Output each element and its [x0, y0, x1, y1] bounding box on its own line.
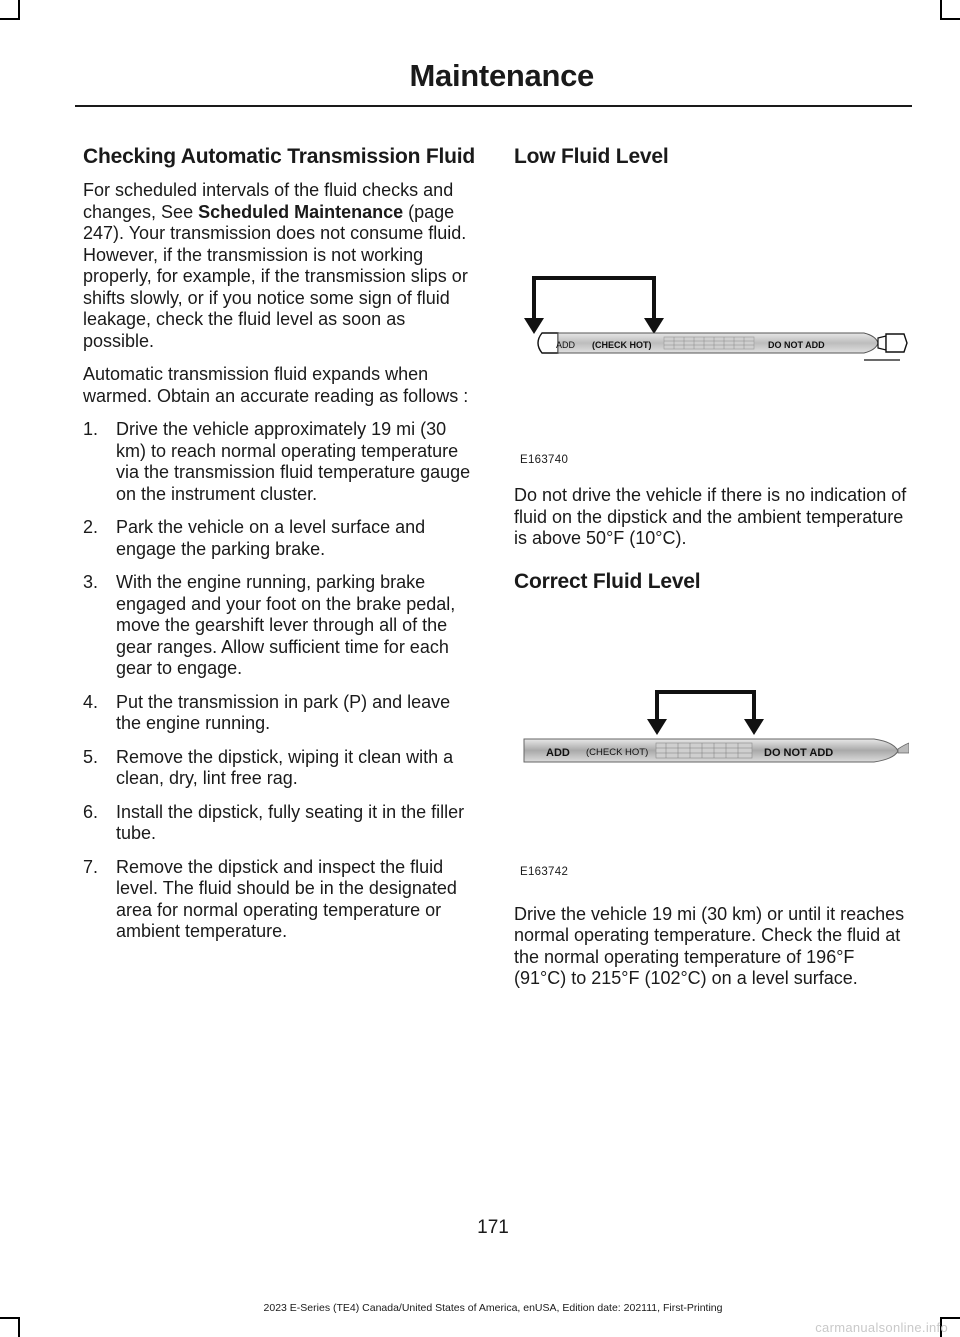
dipstick-low-illustration: [514, 168, 909, 461]
step-text: Drive the vehicle approximately 19 mi (30 km) to reach normal operating temperature via the transmission fluid temperature gauge on the instrument cluster.: [116, 419, 471, 504]
arrow-head: [644, 318, 664, 334]
correct-fluid-heading: Correct Fluid Level: [514, 569, 701, 593]
crop-mark: [18, 0, 20, 20]
step-number: 4.: [83, 691, 99, 712]
intro-text: For scheduled intervals of the fluid checks and changes, See: [83, 180, 454, 222]
low-fluid-text: Do not drive the vehicle if there is no indication of fluid on the dipstick and the ambient temperature is above 50°F (10°C).: [514, 485, 907, 548]
dipstick-do-not-add-label: DO NOT ADD: [764, 746, 834, 759]
crop-mark: [940, 1317, 960, 1319]
left-column: [83, 145, 478, 955]
correct-fluid-text: Drive the vehicle 19 mi (30 km) or until it reaches normal operating temperature. Check the fluid at the normal operating temperature of 196°F (91°C) to 215°F (102°C) on a level surface.: [514, 903, 905, 988]
arrow-head: [524, 318, 544, 334]
list-item: [83, 572, 478, 680]
crop-mark: [0, 18, 20, 20]
dipstick-check-hot-label: (CHECK HOT): [592, 340, 652, 350]
watermark: carmanualsonline.info: [815, 1320, 948, 1335]
intro-text-cont: (page 247). Your transmission does not consume fluid. However, if the transmission is not working properly, for example, if the transmission slips or shifts slowly, or if you notice some sign of fluid leakage, check the fluid level as soon as possible.: [83, 201, 468, 351]
step-number: 3.: [83, 572, 99, 592]
page-number: 171: [477, 1217, 509, 1238]
list-item: [83, 802, 478, 845]
footer-edition: 2023 E-Series (TE4) Canada/United States of America, enUSA, Edition date: 202111, First-Printing: [263, 1302, 723, 1314]
step-text: Remove the dipstick and inspect the fluid level. The fluid should be in the designated area for normal operating temperature or ambient temperature.: [116, 856, 457, 941]
scheduled-maintenance-link[interactable]: Scheduled Maintenance: [198, 201, 404, 222]
page-title: Maintenance: [409, 58, 594, 93]
step-number: 1.: [83, 419, 99, 439]
intro-paragraph: [83, 180, 478, 352]
step-number: 6.: [83, 801, 99, 822]
step-text: Install the dipstick, fully seating it in the filler tube.: [116, 801, 465, 843]
crop-mark: [18, 1317, 20, 1337]
dipstick-do-not-add-label: DO NOT ADD: [768, 340, 825, 350]
step-text: Remove the dipstick, wiping it clean with a clean, dry, lint free rag.: [116, 746, 454, 788]
reading-paragraph: Automatic transmission fluid expands when warmed. Obtain an accurate reading as follows :: [83, 364, 469, 406]
dipstick-add-label: ADD: [546, 746, 570, 759]
steps-list: [83, 419, 478, 943]
step-number: 2.: [83, 517, 99, 537]
step-text: With the engine running, parking brake engaged and your foot on the brake pedal, move the gearshift lever through all of the gear ranges. Allow sufficient time for each gear to engage.: [116, 572, 456, 678]
step-number: 5.: [83, 746, 99, 767]
list-item: [83, 692, 478, 735]
low-fluid-heading: Low Fluid Level: [514, 145, 669, 168]
dipstick-check-hot-label: (CHECK HOT): [586, 746, 649, 758]
dipstick-add-label: ADD: [556, 340, 576, 350]
crop-mark: [940, 18, 960, 20]
arrow-bracket: [657, 692, 754, 726]
section-heading: Checking Automatic Transmission Fluid: [83, 145, 476, 168]
list-item: [83, 517, 478, 560]
arrow-bracket: [534, 278, 654, 326]
low-fluid-figure: [514, 168, 909, 466]
arrow-head: [744, 719, 764, 735]
step-text: Put the transmission in park (P) and leave the engine running.: [116, 691, 451, 733]
crop-mark: [940, 0, 942, 20]
figure-code: E163740: [520, 454, 569, 466]
list-item: [83, 747, 478, 790]
step-text: Park the vehicle on a level surface and engage the parking brake.: [116, 517, 426, 559]
correct-fluid-figure: [514, 593, 909, 885]
header-divider: [75, 105, 912, 107]
figure-code: E163742: [520, 865, 569, 878]
right-column: [514, 145, 909, 1002]
list-item: [83, 857, 478, 943]
step-number: 7.: [83, 856, 99, 877]
list-item: [83, 419, 478, 505]
dipstick-correct-illustration: [514, 593, 909, 885]
crop-mark: [0, 1317, 20, 1319]
arrow-head: [647, 719, 667, 735]
